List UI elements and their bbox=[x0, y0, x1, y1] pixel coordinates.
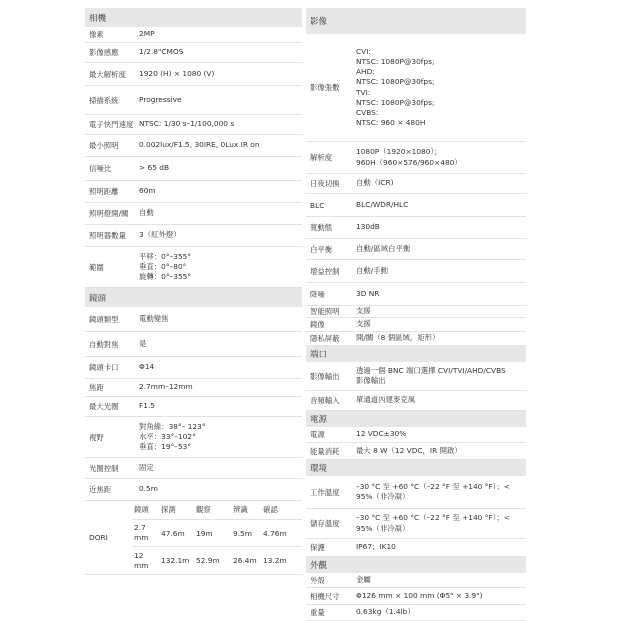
spec-value bbox=[356, 34, 526, 141]
spec-value-line: NTSC: 1080P@30fps; bbox=[356, 56, 435, 66]
spec-label: 照明距離 bbox=[89, 187, 119, 196]
dori-value-cell: 9.5m bbox=[233, 528, 252, 538]
dori-header-cell: 探測 bbox=[161, 505, 176, 515]
spec-value bbox=[139, 135, 302, 156]
spec-label: 影像感應 bbox=[89, 48, 119, 57]
dori-value-cell: 52.9m bbox=[196, 556, 220, 566]
spec-row bbox=[85, 63, 302, 86]
spec-value bbox=[139, 63, 302, 85]
spec-value-line: 95%（非冷凝） bbox=[356, 523, 410, 533]
spec-value-line: 2MP bbox=[139, 29, 155, 39]
spec-label: 鏡頭類型 bbox=[89, 314, 119, 324]
spec-value-line: 影像輸出 bbox=[356, 376, 386, 385]
spec-value bbox=[356, 260, 526, 282]
spec-value bbox=[139, 379, 302, 396]
spec-row bbox=[85, 27, 302, 43]
section-header-camera: 相機 bbox=[85, 8, 302, 27]
spec-row bbox=[85, 357, 302, 379]
spec-row bbox=[306, 217, 526, 239]
spec-label: 寬動態 bbox=[310, 223, 333, 232]
port-spec-rows bbox=[306, 362, 526, 411]
dori-header-cell: 觀察 bbox=[196, 505, 211, 515]
spec-row bbox=[306, 34, 526, 142]
spec-value-line: 自動（ICR) bbox=[356, 178, 394, 188]
spec-value bbox=[356, 217, 526, 238]
spec-label: 照明器數量 bbox=[89, 231, 126, 240]
spec-label: 近焦距 bbox=[89, 485, 112, 494]
spec-value-line: 1080P（1920×1080）； bbox=[356, 147, 442, 157]
spec-label: 能量消耗 bbox=[310, 446, 340, 456]
spec-value-line: F1.5 bbox=[139, 401, 156, 411]
spec-value-line: 對角線：38°– 123° bbox=[139, 421, 206, 431]
dori-lens-cell: 12 mm bbox=[134, 550, 149, 570]
spec-value bbox=[356, 605, 526, 620]
spec-value bbox=[356, 239, 526, 259]
spec-row bbox=[85, 203, 302, 225]
spec-value-line: 開/關（8 個區域，矩形） bbox=[356, 333, 440, 343]
spec-label: 電子快門速度 bbox=[89, 120, 134, 129]
dori-value-cell: 19m bbox=[196, 528, 213, 538]
spec-value-line: 電動變焦 bbox=[139, 313, 169, 323]
spec-label: 重量 bbox=[310, 608, 325, 617]
spec-row bbox=[306, 332, 526, 346]
spec-value bbox=[139, 307, 302, 331]
spec-label: 音頻輸入 bbox=[310, 396, 340, 405]
dori-value-cell: 13.2m bbox=[263, 556, 287, 566]
spec-value-line: NTSC: 1/30 s–1/100,000 s bbox=[139, 119, 235, 129]
dori-header-cell: 鏡頭 bbox=[134, 504, 149, 514]
spec-value bbox=[356, 539, 526, 556]
spec-row bbox=[306, 239, 526, 260]
spec-label: 儲存溫度 bbox=[310, 519, 340, 528]
spec-value bbox=[356, 588, 526, 604]
dori-header-cell: 確認 bbox=[263, 505, 278, 515]
spec-value-line: 旋轉：0°–355° bbox=[139, 272, 192, 282]
spec-value-line: Progressive bbox=[139, 94, 182, 104]
section-header-power: 電源 bbox=[306, 411, 526, 427]
spec-row bbox=[306, 306, 526, 318]
spec-value-line: 金屬 bbox=[356, 574, 371, 584]
spec-value-line: NTSC: 1080P@30fps; bbox=[356, 97, 435, 107]
dori-value-cell: 4.76m bbox=[263, 528, 287, 538]
spec-row bbox=[85, 332, 302, 357]
spec-row bbox=[85, 417, 302, 458]
video-spec-rows bbox=[306, 34, 526, 346]
dori-header-cell: 辨識 bbox=[233, 505, 248, 515]
spec-value bbox=[139, 181, 302, 202]
spec-value-line: 最大 8 W（12 VDC，IR 開啟） bbox=[356, 445, 462, 455]
spec-row bbox=[306, 539, 526, 557]
dori-table bbox=[132, 501, 302, 574]
spec-value-line: 垂直：19°–53° bbox=[139, 442, 192, 452]
spec-row bbox=[306, 142, 526, 174]
spec-value-line: 960H（960×576/960×480） bbox=[356, 157, 462, 167]
spec-value-line: 支援 bbox=[356, 306, 371, 316]
spec-value bbox=[139, 157, 302, 180]
spec-value bbox=[356, 332, 526, 345]
section-header-port: 端口 bbox=[306, 346, 526, 362]
spec-value-line: 自動/區域白平衡 bbox=[356, 243, 411, 253]
spec-row bbox=[306, 318, 526, 332]
spec-value-line: > 65 dB bbox=[139, 163, 170, 173]
spec-value bbox=[139, 397, 302, 416]
spec-row bbox=[85, 225, 302, 247]
spec-label: 保護 bbox=[310, 543, 325, 552]
dori-value-cell: 47.6m bbox=[161, 528, 185, 538]
spec-row bbox=[85, 247, 302, 288]
spec-label: 範圍 bbox=[89, 262, 104, 272]
spec-row bbox=[85, 86, 302, 115]
spec-value-line: 是 bbox=[139, 338, 147, 348]
dori-data-row bbox=[132, 547, 302, 574]
spec-row bbox=[306, 427, 526, 443]
spec-label: 工作溫度 bbox=[310, 487, 340, 497]
spec-value-line: AHD: bbox=[356, 67, 375, 77]
spec-label: 焦距 bbox=[89, 383, 104, 392]
spec-value bbox=[139, 86, 302, 114]
spec-value bbox=[356, 194, 526, 216]
spec-value bbox=[139, 203, 302, 224]
spec-row bbox=[306, 194, 526, 217]
spec-label: 電源 bbox=[310, 430, 325, 439]
spec-value bbox=[139, 458, 302, 478]
spec-label: 掃描系統 bbox=[89, 95, 119, 105]
spec-label: 外殼 bbox=[310, 575, 325, 585]
spec-value-line: TVI: bbox=[356, 87, 371, 97]
spec-value bbox=[356, 283, 526, 305]
spec-value-line: 單通道內建麥克風 bbox=[356, 395, 416, 405]
spec-value bbox=[139, 27, 302, 42]
spec-row bbox=[306, 588, 526, 605]
spec-value-line: 自動/手動 bbox=[356, 265, 389, 275]
spec-row bbox=[85, 43, 302, 63]
section-header-video: 影像 bbox=[306, 8, 526, 34]
spec-label: 隱私屏蔽 bbox=[310, 334, 340, 343]
spec-column-left bbox=[85, 8, 302, 575]
spec-label: 自動對焦 bbox=[89, 339, 119, 349]
section-header-structure: 外觀 bbox=[306, 557, 526, 573]
spec-value-line: 水平：33°–102° bbox=[139, 431, 196, 441]
spec-row bbox=[306, 362, 526, 391]
spec-value-line: 平移：0°–355° bbox=[139, 251, 192, 261]
spec-value-line: NTSC: 960 × 480H bbox=[356, 118, 426, 128]
environment-spec-rows bbox=[306, 476, 526, 557]
spec-value-line: CVI: bbox=[356, 46, 371, 56]
spec-value-line: BLC/WDR/HLC bbox=[356, 199, 409, 209]
spec-value-line: 60m bbox=[139, 186, 156, 196]
spec-value-line: 3（紅外燈） bbox=[139, 230, 181, 240]
spec-value-line: 0.63kg（1.4lb） bbox=[356, 607, 415, 617]
spec-label: 光圈控制 bbox=[89, 463, 119, 473]
spec-value-line: Φ126 mm × 100 mm (Φ5" × 3.9") bbox=[356, 590, 483, 600]
dori-row bbox=[85, 501, 302, 575]
spec-label: 鏡像 bbox=[310, 320, 325, 329]
spec-value-line: 透過一個 BNC 端口選擇 CVI/TVI/AHD/CVBS bbox=[356, 365, 506, 375]
spec-value bbox=[139, 479, 302, 500]
spec-value bbox=[139, 417, 302, 457]
spec-row bbox=[306, 260, 526, 283]
spec-row bbox=[306, 605, 526, 621]
spec-value-line: 支援 bbox=[356, 319, 371, 329]
spec-value-line: Φ14 bbox=[139, 362, 155, 372]
spec-label: 智能照明 bbox=[310, 307, 340, 316]
spec-row bbox=[306, 174, 526, 194]
spec-row bbox=[306, 283, 526, 306]
spec-value bbox=[139, 225, 302, 246]
dori-data-row bbox=[132, 520, 302, 548]
spec-value bbox=[356, 476, 526, 508]
spec-row bbox=[85, 157, 302, 181]
camera-spec-rows bbox=[85, 27, 302, 288]
spec-value bbox=[139, 115, 302, 134]
spec-value-line: 1/2.8"CMOS bbox=[139, 47, 184, 57]
spec-row bbox=[306, 509, 526, 539]
spec-value bbox=[356, 573, 526, 587]
spec-value bbox=[356, 391, 526, 410]
spec-label: 相機尺寸 bbox=[310, 591, 340, 601]
spec-value-line: 垂直：0°–80° bbox=[139, 261, 187, 271]
spec-label: 信噪比 bbox=[89, 164, 112, 173]
spec-row bbox=[306, 391, 526, 411]
spec-value-line: 0.5m bbox=[139, 484, 158, 494]
power-spec-rows bbox=[306, 427, 526, 460]
dori-value-cell: 26.4m bbox=[233, 556, 257, 566]
spec-value-line: 95%（非冷凝） bbox=[356, 492, 410, 501]
spec-row bbox=[85, 479, 302, 501]
spec-value-line: 3D NR bbox=[356, 288, 380, 298]
spec-label: 最小照明 bbox=[89, 141, 119, 150]
spec-label: 解析度 bbox=[310, 153, 333, 162]
spec-value-line: 12 VDC±30% bbox=[356, 429, 407, 439]
spec-value bbox=[139, 43, 302, 62]
spec-row bbox=[306, 443, 526, 460]
spec-value-line: 2.7mm–12mm bbox=[139, 382, 193, 392]
spec-label: 最大光圈 bbox=[89, 402, 119, 411]
spec-column-right bbox=[306, 8, 526, 621]
spec-value-line: IP67；IK10 bbox=[356, 542, 396, 552]
spec-row bbox=[306, 573, 526, 588]
section-header-lens: 鏡頭 bbox=[85, 288, 302, 307]
spec-row bbox=[85, 181, 302, 203]
spec-value-line: 固定 bbox=[139, 462, 154, 472]
spec-label: 影像張數 bbox=[310, 83, 340, 92]
spec-row bbox=[85, 458, 302, 479]
spec-value bbox=[356, 142, 526, 173]
spec-value bbox=[139, 247, 302, 287]
structure-spec-rows bbox=[306, 573, 526, 621]
spec-label: 像素 bbox=[89, 30, 104, 39]
dori-header-row bbox=[132, 501, 302, 520]
spec-value-line: 130dB bbox=[356, 222, 380, 232]
spec-row bbox=[85, 379, 302, 397]
spec-value-line: –30 °C 至 +60 °C（–22 °F 至 +140 °F）；< bbox=[356, 513, 510, 523]
spec-row bbox=[85, 115, 302, 135]
spec-label: 鏡頭卡口 bbox=[89, 363, 119, 372]
spec-value bbox=[356, 362, 526, 390]
spec-label: 白平衡 bbox=[310, 244, 333, 254]
spec-value-line: 自動 bbox=[139, 208, 154, 218]
spec-value bbox=[356, 306, 526, 317]
spec-value-line: CVBS: bbox=[356, 107, 379, 117]
lens-spec-rows bbox=[85, 307, 302, 501]
spec-row bbox=[306, 476, 526, 509]
dori-value-cell: 132.1m bbox=[161, 556, 190, 566]
section-header-environment: 環境 bbox=[306, 460, 526, 476]
spec-row bbox=[85, 307, 302, 332]
spec-value bbox=[139, 332, 302, 356]
spec-value-line: NTSC: 1080P@30fps; bbox=[356, 77, 435, 87]
spec-value-line: –30 °C 至 +60 °C（–22 °F 至 +140 °F）；< bbox=[356, 481, 510, 491]
dori-lens-cell: 2.7 mm bbox=[134, 523, 149, 543]
spec-value bbox=[356, 427, 526, 442]
dori-label: DORI bbox=[89, 533, 108, 542]
spec-label: 照明燈開/關 bbox=[89, 209, 129, 218]
spec-value-line: 1920 (H) × 1080 (V) bbox=[139, 68, 215, 78]
spec-label: BLC bbox=[310, 200, 325, 210]
spec-value bbox=[356, 509, 526, 538]
spec-value bbox=[356, 318, 526, 331]
spec-value bbox=[356, 443, 526, 459]
spec-value-line: 0.002lux/F1.5, 30IRE, 0Lux IR on bbox=[139, 140, 260, 150]
spec-label: 視野 bbox=[89, 432, 104, 442]
spec-label: 降噪 bbox=[310, 289, 325, 299]
spec-value bbox=[356, 174, 526, 193]
spec-row bbox=[85, 397, 302, 417]
spec-label: 增益控制 bbox=[310, 266, 340, 276]
spec-label: 影像輸出 bbox=[310, 371, 340, 381]
spec-label: 最大解析度 bbox=[89, 69, 126, 79]
spec-label: 日夜切換 bbox=[310, 179, 340, 188]
spec-row bbox=[85, 135, 302, 157]
spec-value bbox=[139, 357, 302, 378]
